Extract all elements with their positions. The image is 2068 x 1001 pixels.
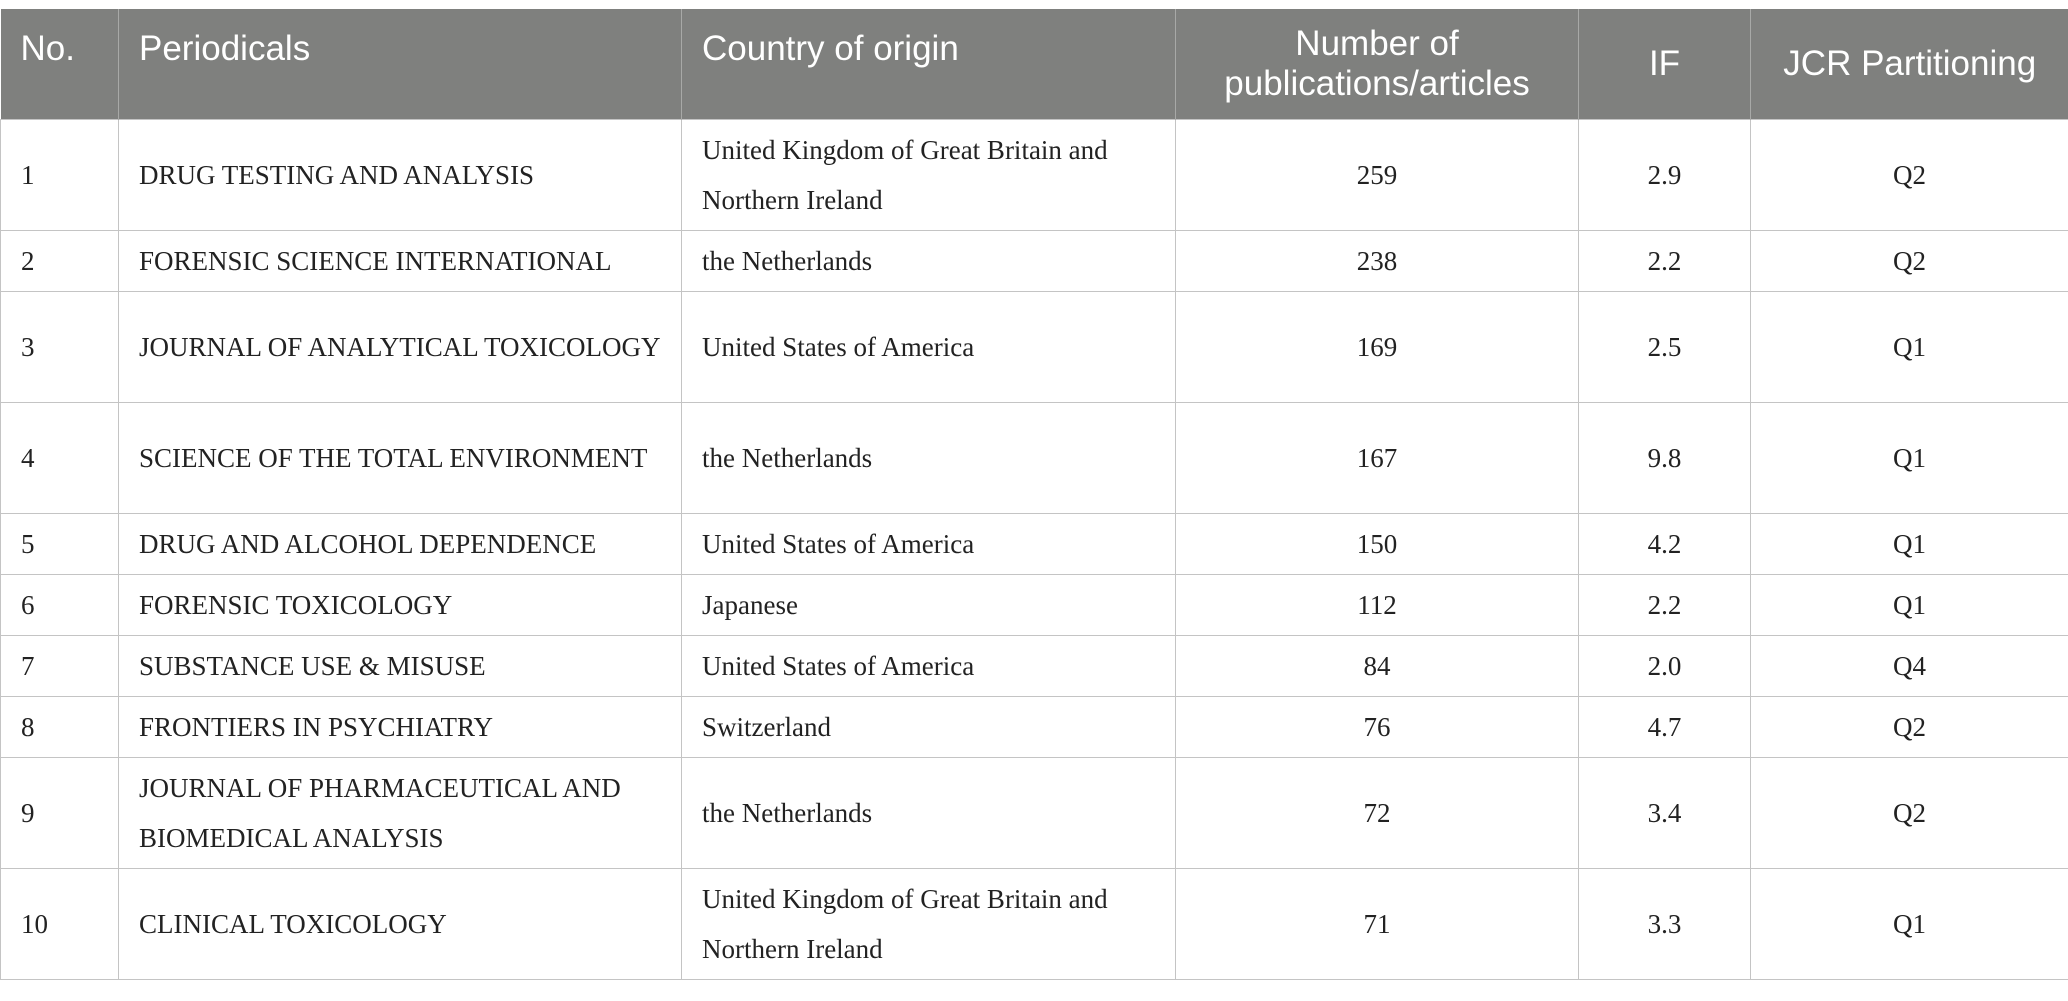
table-row [1, 402, 2068, 513]
cell-country: the Netherlands [682, 757, 1176, 868]
header-publications: Number of publications/articles [1176, 9, 1579, 119]
cell-jcr: Q2 [1751, 119, 2068, 230]
cell-periodical: JOURNAL OF PHARMACEUTICAL AND BIOMEDICAL ANALYSIS [119, 757, 682, 868]
cell-count: 112 [1176, 574, 1579, 635]
journal-table-container [0, 9, 2068, 980]
header-jcr: JCR Partitioning [1751, 9, 2068, 119]
cell-if: 2.0 [1579, 635, 1751, 696]
cell-jcr: Q1 [1751, 291, 2068, 402]
header-periodicals: Periodicals [119, 9, 682, 119]
cell-no: 1 [1, 119, 119, 230]
cell-if: 4.7 [1579, 696, 1751, 757]
cell-periodical: FORENSIC SCIENCE INTERNATIONAL [119, 230, 682, 291]
cell-count: 72 [1176, 757, 1579, 868]
cell-if: 2.2 [1579, 574, 1751, 635]
cell-country: the Netherlands [682, 230, 1176, 291]
header-no: No. [1, 9, 119, 119]
top-journals-table [0, 9, 2068, 980]
cell-count: 259 [1176, 119, 1579, 230]
cell-periodical: FORENSIC TOXICOLOGY [119, 574, 682, 635]
table-row [1, 291, 2068, 402]
table-row [1, 757, 2068, 868]
cell-no: 6 [1, 574, 119, 635]
cell-count: 238 [1176, 230, 1579, 291]
cell-if: 3.4 [1579, 757, 1751, 868]
cell-periodical: DRUG AND ALCOHOL DEPENDENCE [119, 513, 682, 574]
cell-count: 150 [1176, 513, 1579, 574]
table-row [1, 635, 2068, 696]
cell-country: United States of America [682, 513, 1176, 574]
cell-no: 2 [1, 230, 119, 291]
table-header-row [1, 9, 2068, 119]
cell-jcr: Q1 [1751, 402, 2068, 513]
cell-country: Japanese [682, 574, 1176, 635]
cell-no: 3 [1, 291, 119, 402]
cell-jcr: Q1 [1751, 574, 2068, 635]
cell-jcr: Q2 [1751, 230, 2068, 291]
cell-count: 76 [1176, 696, 1579, 757]
cell-periodical: CLINICAL TOXICOLOGY [119, 868, 682, 979]
table-row [1, 230, 2068, 291]
cell-no: 4 [1, 402, 119, 513]
cell-country: United Kingdom of Great Britain and Northern Ireland [682, 119, 1176, 230]
cell-country: United States of America [682, 635, 1176, 696]
cell-periodical: DRUG TESTING AND ANALYSIS [119, 119, 682, 230]
cell-jcr: Q1 [1751, 868, 2068, 979]
header-country: Country of origin [682, 9, 1176, 119]
cell-country: United Kingdom of Great Britain and Northern Ireland [682, 868, 1176, 979]
cell-jcr: Q2 [1751, 696, 2068, 757]
cell-if: 2.2 [1579, 230, 1751, 291]
cell-count: 71 [1176, 868, 1579, 979]
cell-count: 84 [1176, 635, 1579, 696]
header-if: IF [1579, 9, 1751, 119]
cell-count: 169 [1176, 291, 1579, 402]
cell-jcr: Q1 [1751, 513, 2068, 574]
cell-no: 7 [1, 635, 119, 696]
cell-if: 2.9 [1579, 119, 1751, 230]
table-row [1, 513, 2068, 574]
cell-if: 3.3 [1579, 868, 1751, 979]
cell-if: 4.2 [1579, 513, 1751, 574]
table-row [1, 119, 2068, 230]
cell-count: 167 [1176, 402, 1579, 513]
cell-periodical: JOURNAL OF ANALYTICAL TOXICOLOGY [119, 291, 682, 402]
table-row [1, 574, 2068, 635]
cell-country: Switzerland [682, 696, 1176, 757]
cell-no: 9 [1, 757, 119, 868]
cell-periodical: SCIENCE OF THE TOTAL ENVIRONMENT [119, 402, 682, 513]
table-row [1, 696, 2068, 757]
cell-periodical: FRONTIERS IN PSYCHIATRY [119, 696, 682, 757]
cell-no: 8 [1, 696, 119, 757]
cell-if: 2.5 [1579, 291, 1751, 402]
cell-no: 5 [1, 513, 119, 574]
cell-country: United States of America [682, 291, 1176, 402]
cell-jcr: Q2 [1751, 757, 2068, 868]
cell-no: 10 [1, 868, 119, 979]
cell-if: 9.8 [1579, 402, 1751, 513]
cell-country: the Netherlands [682, 402, 1176, 513]
cell-jcr: Q4 [1751, 635, 2068, 696]
table-row [1, 868, 2068, 979]
cell-periodical: SUBSTANCE USE & MISUSE [119, 635, 682, 696]
